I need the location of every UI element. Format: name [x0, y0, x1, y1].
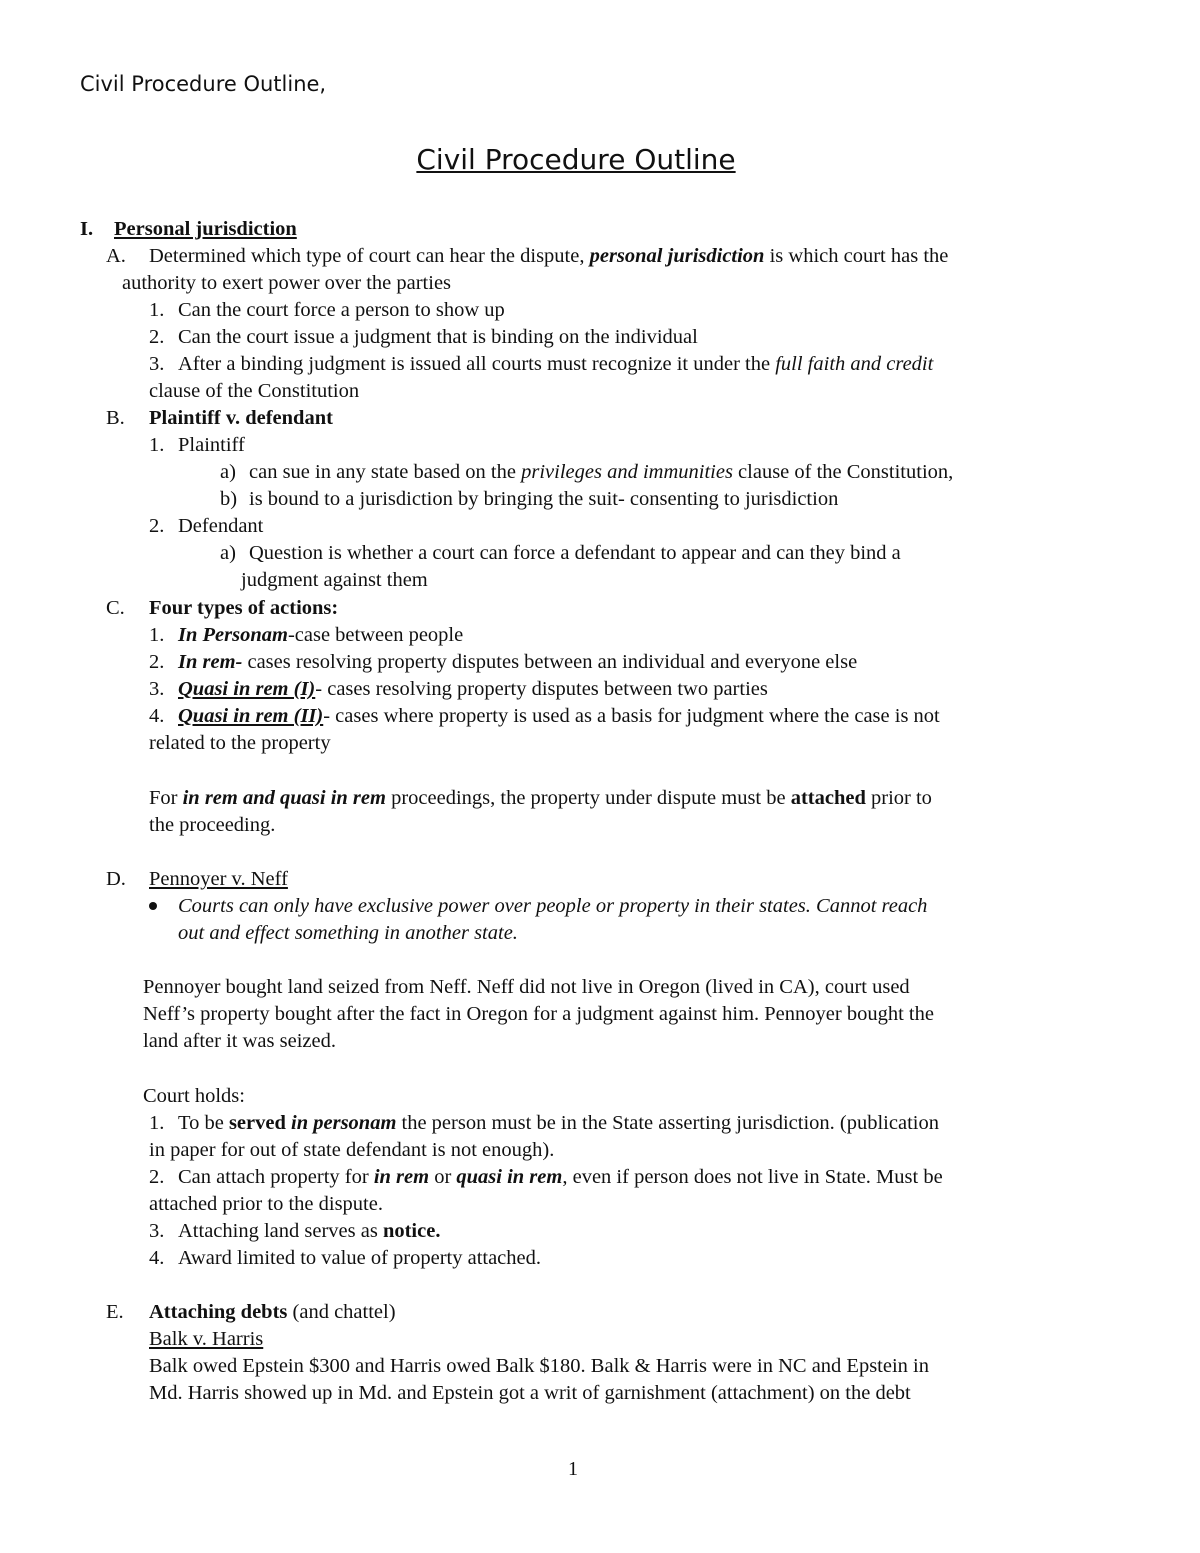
note-paragraph-continued: the proceeding. — [149, 814, 276, 836]
item-marker: 1. — [149, 299, 165, 321]
term-emphasis: quasi in rem — [456, 1166, 563, 1188]
paragraph-line: authority to exert power over the parties — [122, 272, 452, 294]
running-header: Civil Procedure Outline, — [80, 72, 327, 96]
item-marker: D. — [106, 868, 126, 890]
item-marker: 3. — [149, 678, 165, 700]
item-marker: B. — [106, 407, 125, 429]
list-item — [178, 622, 463, 648]
term-emphasis: In rem- — [178, 651, 243, 673]
holding-item: Award limited to value of property attached. — [178, 1247, 542, 1269]
list-item: Defendant — [178, 515, 264, 537]
facts-paragraph: Balk owed Epstein $300 and Harris owed Balk $180. Balk & Harris were in NC and Epstein in — [149, 1355, 929, 1377]
term-emphasis: personal jurisdiction — [589, 245, 765, 267]
text-run: proceedings, the property under dispute must be — [385, 787, 791, 809]
term-emphasis: in rem and quasi in rem — [182, 787, 386, 809]
text-run: or — [429, 1166, 457, 1188]
holding-item — [178, 1164, 943, 1190]
text-run: can sue in any state based on the — [249, 461, 522, 483]
list-item — [178, 649, 857, 675]
item-marker: 1. — [149, 624, 165, 646]
bullet-item-continued: out and effect something in another state. — [178, 922, 518, 944]
term-emphasis: full faith and credit — [775, 353, 934, 375]
list-item-continued: clause of the Constitution — [149, 380, 360, 402]
term-emphasis: In Personam — [178, 624, 288, 646]
item-marker: a) — [220, 542, 236, 564]
term-emphasis: privileges and immunities — [521, 461, 733, 483]
document-title — [0, 143, 1152, 176]
term-emphasis: in personam — [291, 1112, 397, 1134]
list-item — [178, 351, 933, 377]
text-run: -case between people — [287, 624, 464, 646]
holding-item-continued: in paper for out of state defendant is not enough). — [149, 1139, 555, 1161]
text-run: prior to — [865, 787, 932, 809]
item-marker: 3. — [149, 1220, 165, 1242]
list-item: Can the court issue a judgment that is binding on the individual — [178, 326, 698, 348]
item-marker: A. — [106, 245, 126, 267]
text-run: - cases resolving property disputes between two parties — [315, 678, 768, 700]
text-run: - cases where property is used as a basis for judgment where the case is not — [323, 705, 940, 727]
holding-item-continued: attached prior to the dispute. — [149, 1193, 383, 1215]
facts-paragraph: land after it was seized. — [143, 1030, 336, 1052]
document-title-text: Civil Procedure Outline — [416, 143, 736, 176]
list-item: Plaintiff — [178, 434, 245, 456]
page-number: 1 — [568, 1458, 578, 1480]
bullet-item: Courts can only have exclusive power over people or property in their states. Cannot reach — [178, 895, 928, 917]
item-marker: b) — [220, 488, 238, 510]
item-marker: 3. — [149, 353, 165, 375]
holding-item — [178, 1218, 440, 1244]
list-item-continued: related to the property — [149, 732, 331, 754]
list-item: Can the court force a person to show up — [178, 299, 505, 321]
item-marker: 2. — [149, 326, 165, 348]
item-marker: 2. — [149, 1166, 165, 1188]
facts-paragraph: Pennoyer bought land seized from Neff. Neff did not live in Oregon (lived in CA), court used — [143, 976, 910, 998]
item-marker: 1. — [149, 1112, 165, 1134]
subsection-heading: Plaintiff v. defendant — [149, 407, 333, 429]
text-run: cases resolving property disputes between an individual and everyone else — [242, 651, 858, 673]
term-emphasis: Quasi in rem (II) — [178, 705, 324, 727]
subsection-heading: Four types of actions: — [149, 597, 339, 619]
text-run: To be — [178, 1112, 229, 1134]
text-run: the person must be in the State asserting jurisdiction. (publication — [396, 1112, 939, 1134]
facts-paragraph: Neff’s property bought after the fact in Oregon for a judgment against him. Pennoyer bought the — [143, 1003, 934, 1025]
item-marker: a) — [220, 461, 236, 483]
section-heading: Personal jurisdiction — [114, 218, 297, 240]
holding-heading: Court holds: — [143, 1085, 245, 1107]
text-run: For — [149, 787, 183, 809]
item-marker: C. — [106, 597, 125, 619]
term-emphasis: Quasi in rem (I) — [178, 678, 316, 700]
item-marker: 4. — [149, 1247, 165, 1269]
text-run: (and chattel) — [287, 1301, 396, 1323]
paragraph-line — [149, 243, 948, 269]
list-item — [178, 676, 768, 702]
list-item-continued: judgment against them — [241, 569, 428, 591]
list-item: is bound to a jurisdiction by bringing the suit- consenting to jurisdiction — [249, 488, 839, 510]
text-run: Can attach property for — [178, 1166, 374, 1188]
section-marker: I. — [80, 218, 94, 240]
item-marker: 2. — [149, 651, 165, 673]
case-name: Balk v. Harris — [149, 1328, 264, 1350]
list-item — [249, 459, 953, 485]
item-marker: E. — [106, 1301, 124, 1323]
item-marker: 4. — [149, 705, 165, 727]
note-paragraph — [149, 785, 932, 811]
text-run: , even if person does not live in State. Must be — [562, 1166, 943, 1188]
text-run: After a binding judgment is issued all courts must recognize it under the — [178, 353, 776, 375]
facts-paragraph: Md. Harris showed up in Md. and Epstein got a writ of garnishment (attachment) on the debt — [149, 1382, 911, 1404]
text-run: is which court has the — [764, 245, 949, 267]
bullet-icon — [149, 902, 157, 910]
term-bold: attached — [790, 787, 866, 809]
term-bold: Attaching debts — [149, 1301, 288, 1323]
case-name: Pennoyer v. Neff — [149, 868, 288, 890]
term-bold: notice. — [382, 1220, 441, 1242]
list-item — [178, 703, 940, 729]
term-emphasis: in rem — [373, 1166, 430, 1188]
holding-item — [178, 1110, 939, 1136]
text-run: Determined which type of court can hear the dispute, — [149, 245, 590, 267]
text-run: Attaching land serves as — [178, 1220, 383, 1242]
item-marker: 1. — [149, 434, 165, 456]
text-run: clause of the Constitution, — [732, 461, 954, 483]
term-bold: served — [228, 1112, 286, 1134]
list-item: Question is whether a court can force a defendant to appear and can they bind a — [249, 542, 901, 564]
subsection-heading — [149, 1299, 396, 1325]
item-marker: 2. — [149, 515, 165, 537]
